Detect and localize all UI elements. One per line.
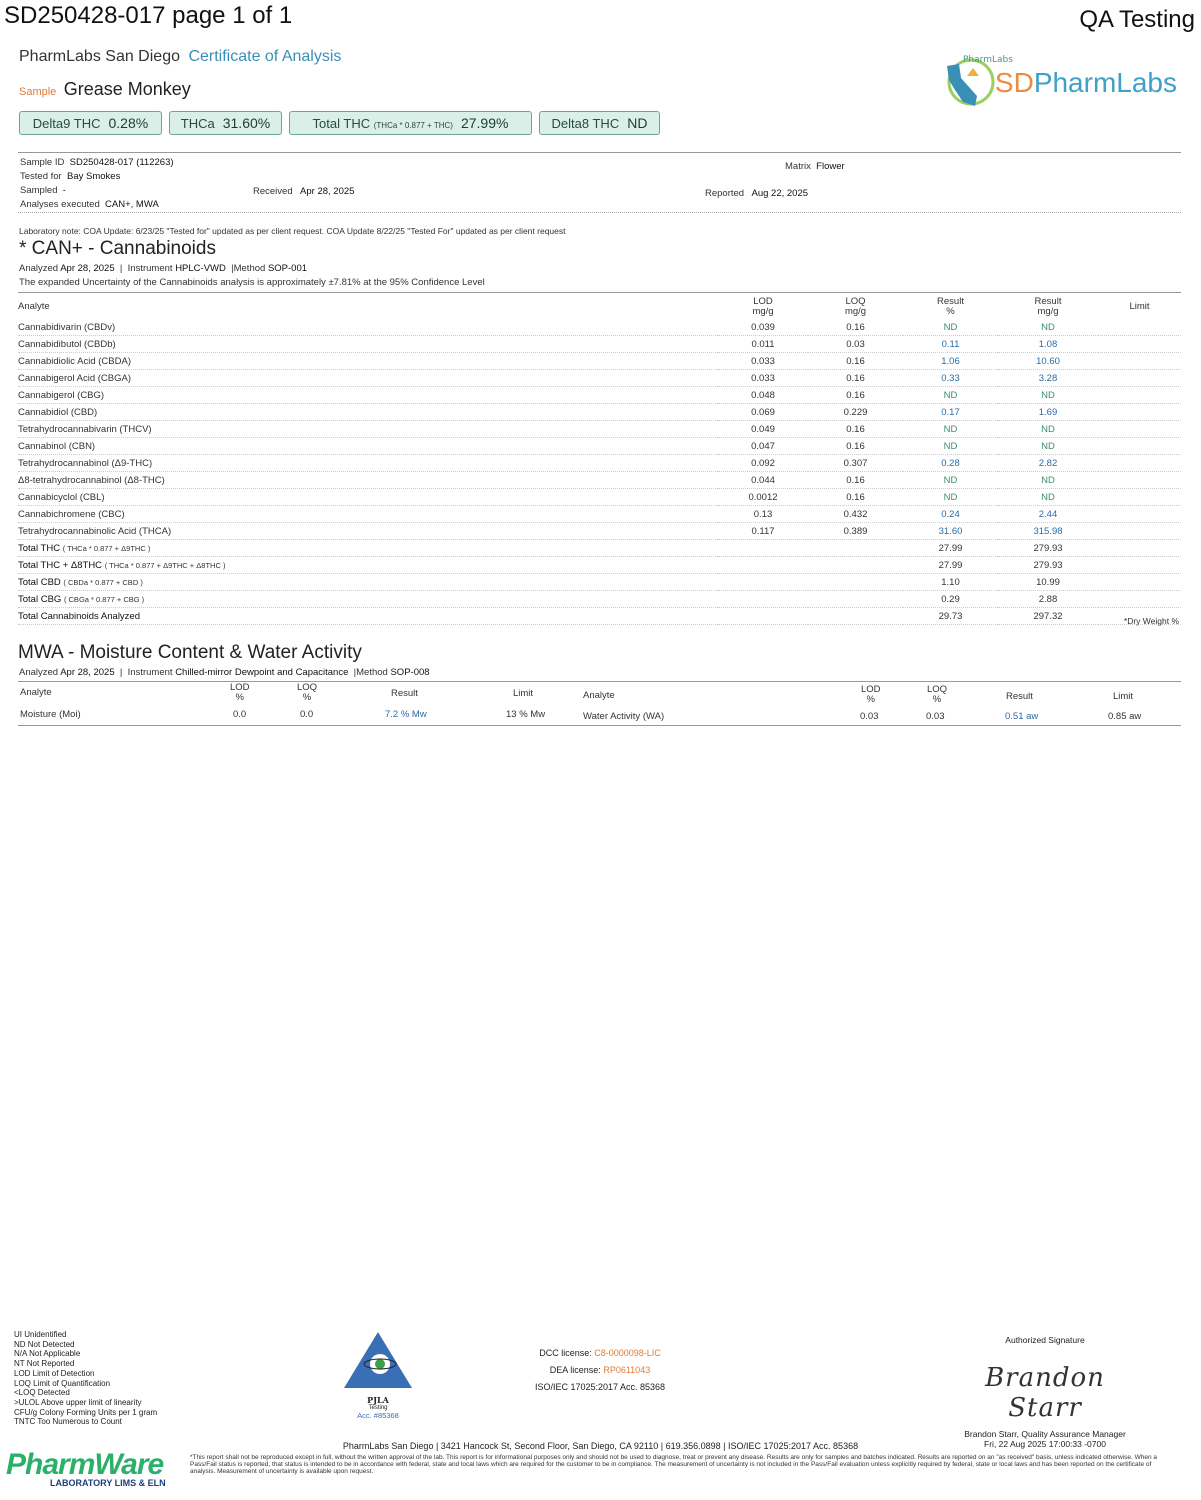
california-map-icon [937,52,1013,114]
col-result-pct-label: Result [937,296,964,307]
signer-name: Brandon Starr, Quality Assurance Manager [964,1429,1126,1439]
summary-delta8 [539,111,660,135]
mwa-h-analyte-1: Analyte [20,687,52,698]
mwa-h-limit-2: Limit [1113,691,1134,702]
can-instrument-value: HPLC-VWD [175,263,226,274]
mwa-moisture-lod: 0.0 [233,709,247,720]
disclaimer: *This report shall not be reproduced except in full, without the written approval of the lab. This report is for informational purposes only and should not be used to diagnose, treat or prevent any disease. Results are only for samples and batches indicated. Results are reported on an "as received" basis, unless indicated otherwise. When a Pass/Fail status is reported, that status is intended to be in accordance with federal, state and local laws which are required for the customer to be in compliance. The measurement of uncertainty is not included in the Pass/Fail evaluation unless explicitly required by federal, state or local laws and has been reported on the certificate of analysis. Measurement of uncertainty is available upon request. [190,1454,1158,1475]
limit-value [1098,455,1181,472]
col-result-mg [998,295,1098,319]
limit-value [1098,438,1181,455]
document-title: SD250428-017 page 1 of 1 [4,2,293,29]
mwa-h-loq-1 [297,683,317,703]
summary-delta8-value: ND [627,115,648,131]
analyte-name: Cannabicyclol (CBL) [18,489,718,506]
col-result-pct-unit: % [946,306,955,317]
mwa-h-result-2: Result [1006,691,1033,702]
pjla-triangle-icon [342,1330,414,1390]
limit-value [1098,489,1181,506]
mwa-wa-name: Water Activity (WA) [583,711,665,722]
definition-item: <LOQ Detected [14,1388,70,1398]
cannabinoid-row [18,506,1181,523]
empty-cell [808,608,903,625]
loq-value: 0.16 [808,387,903,404]
col-loq-label: LOQ [845,296,866,307]
total-pct: 29.73 [903,608,998,625]
limit-value [1098,506,1181,523]
summary-delta9-value: 0.28% [108,115,149,131]
license-info [520,1345,680,1396]
mwa-h-limit-1: Limit [513,688,534,699]
mwa-h-lod-1-label: LOD [230,682,250,693]
cannabinoid-row [18,472,1181,489]
cannabinoid-row [18,404,1181,421]
cannabinoid-row [18,421,1181,438]
pjla-sub: Testing [368,1405,388,1411]
lab-heading [19,48,341,66]
mwa-h-lod-2 [861,685,881,705]
total-formula: ( CBDa * 0.877 + CBD ) [63,577,143,587]
loq-value: 0.16 [808,353,903,370]
divider [18,681,1181,682]
col-result-mg-unit: mg/g [1037,306,1059,317]
mwa-h-loq-2-label: LOQ [927,684,948,695]
mwa-h-loq-2-unit: % [932,694,942,705]
result-pct: ND [903,489,998,506]
divider [18,725,1181,726]
result-pct: 31.60 [903,523,998,540]
lod-value: 0.039 [718,319,808,336]
mwa-h-loq-1-unit: % [302,692,312,703]
result-mg: ND [998,421,1098,438]
lod-value: 0.092 [718,455,808,472]
doc-type: Certificate of Analysis [188,48,342,65]
pharmware-brand: PharmWare [6,1448,164,1481]
empty-cell [808,591,903,608]
empty-cell [718,540,808,557]
analyte-name: Δ8-tetrahydrocannabinol (Δ8-THC) [18,472,718,489]
definition-item: LOD Limit of Detection [14,1368,95,1378]
mwa-method-value: SOP-008 [390,667,430,678]
loq-value: 0.16 [808,438,903,455]
can-method-value: SOP-001 [267,263,308,274]
meta-received [253,186,354,197]
limit-value [1098,336,1181,353]
analyte-name: Cannabidibutol (CBDb) [18,336,718,353]
can-uncertainty: The expanded Uncertainty of the Cannabinoids analysis is approximately ±7.81% at the 95% Confidence Level [19,277,485,288]
signed-at: Fri, 22 Aug 2025 17:00:33 -0700 [984,1439,1106,1449]
summary-total-value: 27.99% [460,115,509,131]
pjla-acc: Acc. #85368 [357,1411,399,1420]
mwa-h-analyte-2: Analyte [583,690,615,701]
cannabinoids-table-body [18,319,1181,625]
auth-signature-label: Authorized Signature [1005,1335,1085,1345]
lod-value: 0.049 [718,421,808,438]
summary-delta9-label: Delta9 THC [32,115,101,131]
loq-value: 0.16 [808,370,903,387]
mwa-moisture-result: 7.2 % Mw [385,709,427,720]
cannabinoid-row [18,370,1181,387]
lab-note: Laboratory note: COA Update: 6/23/25 "Tested for" updated as per client request. COA Update 8/22/25 "Tested For" updated as per client request [19,226,566,236]
cannabinoid-row [18,455,1181,472]
dry-weight-note: *Dry Weight % [1123,616,1179,626]
empty-cell [718,557,808,574]
total-formula: ( THCa * 0.877 + Δ9THC + Δ8THC ) [104,560,226,570]
total-formula: ( THCa * 0.877 + Δ9THC ) [62,543,151,553]
dea-license [520,1362,680,1379]
lod-value: 0.011 [718,336,808,353]
total-row [18,540,1181,557]
dea-license-value: RP0611043 [603,1365,651,1375]
total-mg: 10.99 [998,574,1098,591]
total-pct: 27.99 [903,557,998,574]
result-pct: ND [903,387,998,404]
can-title: * CAN+ - Cannabinoids [19,238,216,259]
dcc-license-label: DCC license: [539,1348,592,1358]
limit-value [1098,557,1181,574]
col-limit: Limit [1129,301,1150,312]
result-mg: ND [998,319,1098,336]
limit-value [1098,319,1181,336]
meta-analyses [20,199,159,210]
result-mg: ND [998,387,1098,404]
can-analyzed-value: Apr 28, 2025 [60,263,115,274]
signature: Brandon Starr [985,1363,1105,1423]
mwa-instrument-value: Chilled-mirror Dewpoint and Capacitance [175,667,349,678]
definition-item: UI Unidentified [14,1330,67,1339]
meta-analyses-value: CAN+, MWA [105,199,159,210]
total-row [18,591,1181,608]
result-pct: ND [903,319,998,336]
mwa-h-lod-1-unit: % [235,692,244,703]
pjla-name: PJLA [367,1395,389,1405]
limit-value [1098,591,1181,608]
cannabinoid-row [18,319,1181,336]
mwa-analyzed-label: Analyzed [19,667,59,678]
divider [18,212,1181,213]
limit-value [1098,421,1181,438]
definition-item: ND Not Detected [14,1339,75,1349]
total-name [18,574,718,591]
mwa-wa-lod: 0.03 [860,711,879,722]
dcc-license-value: C8-0000098-LIC [594,1348,661,1358]
result-mg: 1.08 [998,336,1098,353]
analyte-name: Cannabichromene (CBC) [18,506,718,523]
empty-cell [808,574,903,591]
pjla-accreditation [340,1330,416,1420]
total-name [18,608,718,625]
meta-matrix-label: Matrix [785,161,811,172]
loq-value: 0.03 [808,336,903,353]
loq-value: 0.16 [808,421,903,438]
lab-name: PharmLabs San Diego [19,48,180,65]
col-result-pct [903,295,998,319]
total-row [18,557,1181,574]
mwa-instrument-label: Instrument [127,667,173,678]
mwa-h-lod-2-unit: % [866,694,875,705]
cannabinoid-row [18,523,1181,540]
mwa-wa-loq: 0.03 [926,711,945,722]
logo-text-sd: SD [994,67,1034,98]
divider [18,292,1181,293]
meta-tested-for [20,171,120,182]
total-name [18,591,718,608]
col-loq-unit: mg/g [844,306,867,317]
lod-value: 0.044 [718,472,808,489]
can-analyzed-label: Analyzed [19,263,59,274]
analyte-name: Cannabigerol (CBG) [18,387,718,404]
analyte-name: Cannabidivarin (CBDv) [18,319,718,336]
analyte-name: Cannabidiolic Acid (CBDA) [18,353,718,370]
mwa-h-loq-1-label: LOQ [297,682,318,693]
can-analysis-info: Analyzed Apr 28, 2025 | Instrument HPLC-VWD |Method SOP-001 [19,263,308,274]
loq-value: 0.229 [808,404,903,421]
total-label: Total CBG [18,593,62,605]
divider [18,152,1181,153]
iso-accreditation: ISO/IEC 17025:2017 Acc. 85368 [534,1382,666,1392]
logo-text-pharmlabs: PharmLabs [1033,67,1177,98]
col-lod-label: LOD [753,296,773,307]
cannabinoid-row [18,387,1181,404]
limit-value [1098,540,1181,557]
result-mg: 2.82 [998,455,1098,472]
total-pct: 0.29 [903,591,998,608]
meta-sampled [20,185,66,196]
definition-item: LOQ Limit of Quantification [14,1378,111,1388]
result-pct: 0.11 [903,336,998,353]
logo-badge-text: PharmLabs [962,55,1013,65]
meta-sampled-label: Sampled [20,185,58,196]
meta-tested-for-value: Bay Smokes [67,171,121,182]
sdpharmlabs-logo [937,52,1177,114]
total-name [18,557,718,574]
empty-cell [718,591,808,608]
limit-value [1098,387,1181,404]
result-mg: 10.60 [998,353,1098,370]
meta-reported-label: Reported [705,188,745,199]
result-mg: ND [998,489,1098,506]
col-analyte: Analyte [18,301,50,312]
mwa-analysis-info: Analyzed Apr 28, 2025 | Instrument Chilled-mirror Dewpoint and Capacitance |Method SOP-008 [19,667,430,678]
meta-matrix-value: Flower [816,161,845,172]
col-lod-unit: mg/g [752,306,774,317]
loq-value: 0.16 [808,319,903,336]
cannabinoid-row [18,438,1181,455]
analyte-name: Cannabidiol (CBD) [18,404,718,421]
summary-delta8-label: Delta8 THC [551,115,620,131]
signature-block [950,1335,1140,1449]
total-mg: 297.32 [998,608,1098,625]
meta-sampled-value: - [62,185,66,196]
lod-value: 0.069 [718,404,808,421]
meta-received-label: Received [253,186,293,197]
sample-name: Grease Monkey [63,79,191,99]
definition-item: N/A Not Applicable [14,1349,81,1359]
meta-sample-id [20,157,174,168]
summary-total-thc [289,111,532,135]
limit-value [1098,574,1181,591]
analyte-name: Cannabinol (CBN) [18,438,718,455]
result-pct: 0.24 [903,506,998,523]
lod-value: 0.117 [718,523,808,540]
result-pct: ND [903,421,998,438]
result-mg: 315.98 [998,523,1098,540]
lod-value: 0.033 [718,353,808,370]
sample-label: Sample [19,86,57,98]
result-pct: ND [903,472,998,489]
result-mg: ND [998,472,1098,489]
abbreviation-definitions [14,1330,157,1427]
summary-thca [169,111,282,135]
mwa-moisture-limit: 13 % Mw [506,709,546,720]
limit-value [1098,370,1181,387]
total-formula: ( CBGa * 0.877 + CBG ) [63,594,145,604]
mwa-h-loq-2 [927,685,947,705]
definition-item: TNTC Too Numerous to Count [14,1417,122,1427]
analyte-name: Cannabigerol Acid (CBGA) [18,370,718,387]
dcc-license [520,1345,680,1362]
summary-total-formula: (THCa * 0.877 + THC) [373,120,453,130]
total-pct: 1.10 [903,574,998,591]
empty-cell [718,608,808,625]
lod-value: 0.0012 [718,489,808,506]
qa-label: QA Testing [1079,6,1195,33]
definition-item: NT Not Reported [14,1359,75,1369]
logo-text [995,67,1177,99]
limit-value [1098,472,1181,489]
limit-value [1098,353,1181,370]
empty-cell [808,557,903,574]
total-mg: 2.88 [998,591,1098,608]
pharmware-tagline: LABORATORY LIMS & ELN [50,1478,166,1488]
total-row [18,608,1181,625]
total-label: Total CBD [18,576,61,588]
mwa-h-lod-1 [230,683,250,703]
cannabinoid-row [18,336,1181,353]
can-method-label: Method [233,263,266,274]
total-pct: 27.99 [903,540,998,557]
mwa-title: MWA - Moisture Content & Water Activity [18,642,362,663]
result-pct: 0.28 [903,455,998,472]
result-pct: 0.17 [903,404,998,421]
result-mg: 2.44 [998,506,1098,523]
loq-value: 0.16 [808,472,903,489]
lab-address: PharmLabs San Diego | 3421 Hancock St, Second Floor, San Diego, CA 92110 | 619.356.0898 | ISO/IEC 17025:2017 Acc. 85368 [342,1441,859,1451]
col-lod [718,295,808,319]
total-name [18,540,718,557]
analyte-name: Tetrahydrocannabinolic Acid (THCA) [18,523,718,540]
meta-received-value: Apr 28, 2025 [300,186,355,197]
meta-reported [705,188,808,199]
dea-license-label: DEA license: [549,1365,601,1375]
summary-thca-value: 31.60% [222,115,271,131]
limit-value [1098,523,1181,540]
mwa-method-label: Method [356,667,388,678]
summary-total-label-text: Total THC [312,115,371,131]
meta-analyses-label: Analyses executed [20,199,100,210]
cannabinoid-row [18,489,1181,506]
summary-thca-label: THCa [180,115,215,131]
result-mg: ND [998,438,1098,455]
limit-value [1098,404,1181,421]
can-instrument-label: Instrument [127,263,173,274]
total-label: Total THC + Δ8THC [18,559,103,571]
mwa-h-result-1: Result [391,688,418,699]
mwa-moisture-loq: 0.0 [300,709,314,720]
result-pct: 0.33 [903,370,998,387]
meta-sample-id-value: SD250428-017 (112263) [69,157,174,168]
lod-value: 0.047 [718,438,808,455]
analyte-name: Tetrahydrocannabinol (Δ9-THC) [18,455,718,472]
lod-value: 0.033 [718,370,808,387]
pharmware-logo [6,1448,166,1488]
mwa-analyzed-value: Apr 28, 2025 [60,667,115,678]
col-loq [808,295,903,319]
summary-total-label [313,116,453,131]
empty-cell [808,540,903,557]
definition-item: >ULOL Above upper limit of linearity [14,1397,142,1407]
mwa-moisture-name: Moisture (Moi) [20,709,81,720]
result-mg: 3.28 [998,370,1098,387]
result-pct: 1.06 [903,353,998,370]
loq-value: 0.16 [808,489,903,506]
lod-value: 0.048 [718,387,808,404]
result-mg: 1.69 [998,404,1098,421]
total-row [18,574,1181,591]
result-pct: ND [903,438,998,455]
loq-value: 0.389 [808,523,903,540]
mwa-h-lod-2-label: LOD [861,684,881,695]
summary-delta9 [19,111,162,135]
analyte-name: Tetrahydrocannabivarin (THCV) [18,421,718,438]
total-label: Total Cannabinoids Analyzed [18,610,141,622]
meta-tested-for-label: Tested for [20,171,62,182]
definition-item: CFU/g Colony Forming Units per 1 gram [14,1407,158,1417]
loq-value: 0.307 [808,455,903,472]
empty-cell [718,574,808,591]
sample-heading [19,79,191,100]
loq-value: 0.432 [808,506,903,523]
total-label: Total THC [18,542,61,554]
meta-sample-id-label: Sample ID [20,157,65,168]
mwa-wa-limit: 0.85 aw [1108,711,1142,722]
lod-value: 0.13 [718,506,808,523]
meta-matrix [785,161,845,172]
mwa-wa-result: 0.51 aw [1005,711,1039,722]
total-mg: 279.93 [998,557,1098,574]
col-result-mg-label: Result [1034,296,1062,307]
meta-reported-value: Aug 22, 2025 [751,188,809,199]
total-mg: 279.93 [998,540,1098,557]
cannabinoids-table [18,295,1181,625]
cannabinoid-row [18,353,1181,370]
